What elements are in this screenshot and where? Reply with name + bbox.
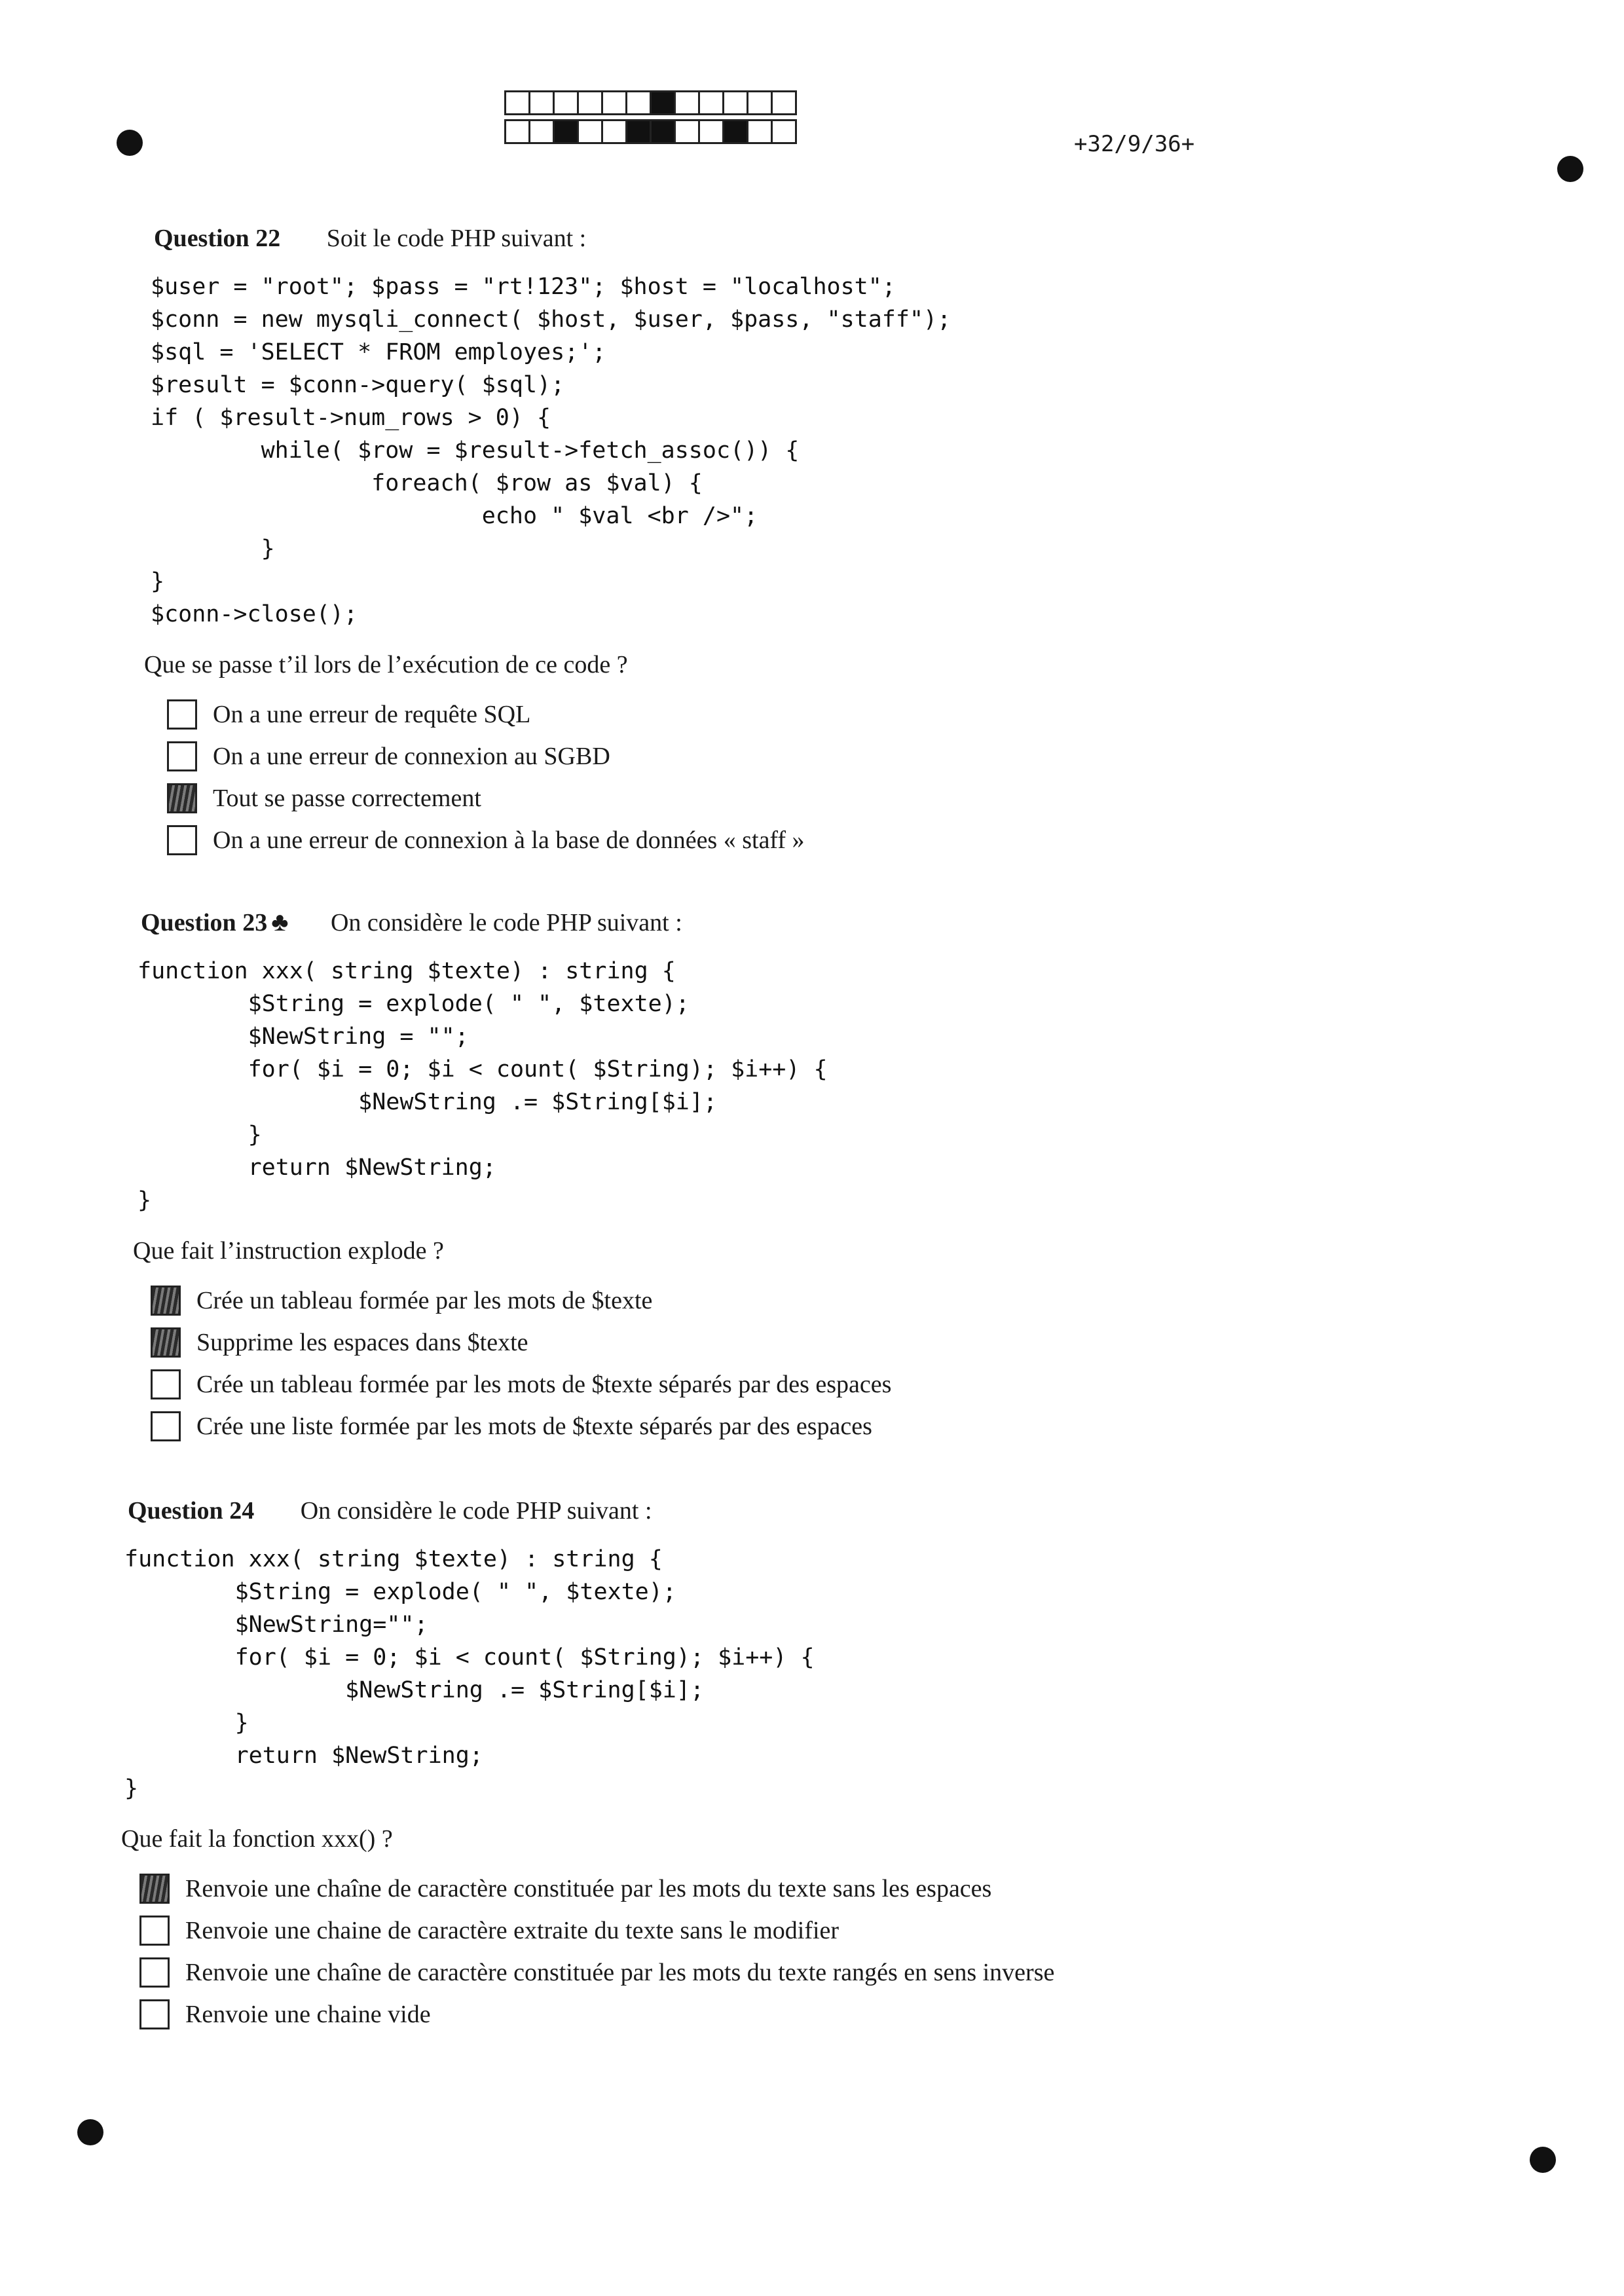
question-22	[144, 219, 1529, 861]
checkbox-checked[interactable]	[151, 1327, 181, 1358]
checkbox-checked[interactable]	[151, 1286, 181, 1316]
barcode-cell	[601, 90, 627, 115]
checkbox[interactable]	[167, 825, 197, 855]
question-prompt: Que fait la fonction xxx() ?	[121, 1825, 393, 1853]
answer-text: Supprime les espaces dans $texte	[196, 1329, 528, 1356]
barcode-cell	[674, 119, 700, 144]
checkbox-checked[interactable]	[167, 783, 197, 813]
answer-option[interactable]	[151, 1363, 1516, 1405]
barcode-cell	[528, 119, 555, 144]
checkbox[interactable]	[139, 1999, 170, 2029]
barcode-cell	[650, 119, 676, 144]
checkbox[interactable]	[139, 1916, 170, 1946]
checkbox[interactable]	[151, 1411, 181, 1441]
registration-mark-bottom-left	[77, 2119, 103, 2145]
barcode-cell	[625, 119, 652, 144]
barcode-cell	[722, 90, 748, 115]
club-icon: ♣	[271, 907, 289, 936]
barcode-cell	[528, 90, 555, 115]
barcode-cell	[674, 90, 700, 115]
answer-list	[128, 1868, 1503, 2035]
answer-option[interactable]	[167, 819, 1529, 861]
question-heading	[128, 1492, 1503, 1528]
answer-list	[154, 694, 1529, 861]
answer-option[interactable]	[151, 1322, 1516, 1363]
question-heading	[141, 904, 1516, 940]
question-intro: On considère le code PHP suivant :	[330, 909, 682, 936]
barcode-cell	[771, 90, 797, 115]
answer-text: Crée une liste formée par les mots de $texte séparés par des espaces	[196, 1413, 872, 1440]
answer-text: Renvoie une chaîne de caractère constituée par les mots du texte sans les espaces	[185, 1875, 992, 1902]
answer-option[interactable]	[139, 1993, 1503, 2035]
php-code-block: $user = "root"; $pass = "rt!123"; $host = "localhost"; $conn = new mysqli_connect( $host, $user, $pass, "staff"); $sql = 'SELECT * FROM employes;'; $result = $conn->query( $sql); if ( $result->num_rows > 0) { while( $row = $result->fetch_assoc()) { foreach( $row as $val) { echo " $val <br />"; } } $conn->close();	[151, 274, 951, 627]
page-identifier: +32/9/36+	[1074, 131, 1195, 157]
answer-option[interactable]	[151, 1280, 1516, 1322]
answer-option[interactable]	[167, 694, 1529, 735]
barcode-cell	[577, 119, 603, 144]
barcode-cell	[577, 90, 603, 115]
answer-list	[141, 1280, 1516, 1447]
barcode-cell	[771, 119, 797, 144]
answer-text: Tout se passe correctement	[213, 785, 481, 812]
checkbox[interactable]	[151, 1369, 181, 1399]
php-code-block: function xxx( string $texte) : string { $String = explode( " ", $texte); $NewString=""; for( $i = 0; $i < count( $String); $i++) { $NewString .= $String[$i]; } return $NewString; }	[124, 1546, 815, 1802]
barcode-cell	[722, 119, 748, 144]
barcode-cell	[601, 119, 627, 144]
answer-option[interactable]	[167, 735, 1529, 777]
answer-text: Renvoie une chaine vide	[185, 2001, 431, 2028]
registration-mark-bottom-right	[1530, 2147, 1556, 2173]
question-prompt: Que se passe t’il lors de l’exécution de ce code ?	[144, 651, 628, 678]
question-label: Question 23	[141, 909, 268, 936]
barcode-cell	[504, 90, 530, 115]
question-label: Question 22	[154, 225, 281, 252]
checkbox-checked[interactable]	[139, 1874, 170, 1904]
checkbox[interactable]	[139, 1957, 170, 1988]
question-heading	[154, 219, 1529, 256]
question-prompt: Que fait l’instruction explode ?	[133, 1237, 444, 1265]
question-intro: Soit le code PHP suivant :	[326, 225, 587, 252]
checkbox[interactable]	[167, 699, 197, 730]
answer-text: Crée un tableau formée par les mots de $texte séparés par des espaces	[196, 1371, 892, 1398]
answer-option[interactable]	[139, 1868, 1503, 1910]
answer-option[interactable]	[167, 777, 1529, 819]
answer-option[interactable]	[151, 1405, 1516, 1447]
barcode-cell	[747, 119, 773, 144]
barcode-row-1	[504, 90, 795, 115]
question-24	[121, 1492, 1503, 2035]
registration-mark-top-left	[117, 130, 143, 156]
barcode-cell	[553, 90, 579, 115]
answer-option[interactable]	[139, 1910, 1503, 1952]
php-code-block: function xxx( string $texte) : string { $String = explode( " ", $texte); $NewString = ""; for( $i = 0; $i < count( $String); $i++) { $NewString .= $String[$i]; } return $NewString; }	[138, 958, 828, 1213]
barcode-cell	[625, 90, 652, 115]
barcode-cell	[553, 119, 579, 144]
answer-text: On a une erreur de connexion au SGBD	[213, 743, 610, 770]
barcode-cell	[650, 90, 676, 115]
barcode-cell	[504, 119, 530, 144]
checkbox[interactable]	[167, 741, 197, 771]
question-label: Question 24	[128, 1497, 255, 1525]
answer-text: On a une erreur de requête SQL	[213, 701, 531, 728]
registration-mark-top-right	[1557, 156, 1583, 182]
answer-text: Renvoie une chaine de caractère extraite du texte sans le modifier	[185, 1917, 840, 1944]
barcode-row-2	[504, 119, 795, 144]
answer-option[interactable]	[139, 1952, 1503, 1993]
answer-text: Renvoie une chaîne de caractère constituée par les mots du texte rangés en sens inverse	[185, 1959, 1055, 1986]
barcode-cell	[698, 90, 724, 115]
answer-text: On a une erreur de connexion à la base de données « staff »	[213, 826, 805, 854]
barcode-cell	[747, 90, 773, 115]
question-23	[133, 904, 1516, 1447]
question-intro: On considère le code PHP suivant :	[300, 1497, 652, 1525]
answer-text: Crée un tableau formée par les mots de $texte	[196, 1287, 653, 1314]
barcode-cell	[698, 119, 724, 144]
